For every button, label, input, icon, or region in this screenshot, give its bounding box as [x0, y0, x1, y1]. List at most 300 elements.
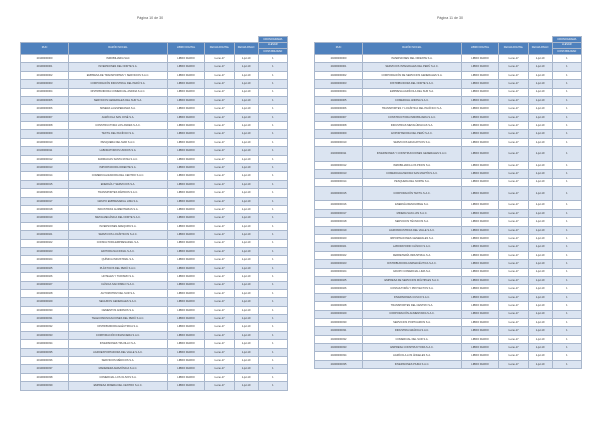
cell-ruc: 20200000014	[315, 178, 363, 186]
cell-llevar-contabilidad: 1	[552, 147, 581, 162]
cell-llevar-contabilidad: 1	[258, 130, 287, 138]
cell-ruc: 20200000005	[315, 96, 363, 104]
cell-libro: LIBRO DIARIO	[167, 71, 204, 79]
cell-llevar-contabilidad: 1	[552, 352, 581, 360]
cell-libro: LIBRO DIARIO	[461, 327, 498, 335]
table-row	[315, 186, 582, 201]
cell-razon-social: INDUSTRIAS METALÚRGICAS S.A.	[363, 122, 462, 130]
cell-fecha-digital: 1-ene-17	[499, 251, 528, 259]
table-row	[21, 264, 288, 272]
cell-fecha-digital: 1-ene-17	[499, 276, 528, 284]
cell-llevar-contabilidad: 1	[552, 105, 581, 113]
cell-libro: LIBRO DIARIO	[461, 88, 498, 96]
cell-ruc: 20200000008	[315, 122, 363, 130]
cell-ruc: 20100000030	[21, 306, 69, 314]
cell-razon-social: INDUSTRIA GRÁFICA S.A.C.	[363, 327, 462, 335]
cell-razon-social: MADERERA AMAZÓNICA S.A.C.	[69, 365, 168, 373]
cell-libro: LIBRO DIARIO	[167, 155, 204, 163]
cell-razon-social: AGRÍCOLA LOS ÁNGELES S.A.	[363, 352, 462, 360]
cell-llevar-contabilidad: 1	[552, 251, 581, 259]
table-row	[315, 54, 582, 62]
cell-fecha-digital: 1-ene-17	[499, 310, 528, 318]
cell-libro: LIBRO DIARIO	[167, 281, 204, 289]
cell-razon-social: SERVICIOS GENERALES DEL SUR S.A.	[69, 96, 168, 104]
cell-razon-social: IMPORTADORA ORIENTE S.A.	[69, 164, 168, 172]
cell-ruc: 20100000038	[21, 373, 69, 381]
cell-fecha-digital: 1-ene-17	[205, 231, 234, 239]
cell-llevar-contabilidad: 1	[552, 335, 581, 343]
table-row	[315, 310, 582, 318]
cell-llevar-contabilidad: 1	[258, 189, 287, 197]
cell-ruc: 20100000000	[21, 54, 69, 62]
cell-fecha-digital: 1-ene-17	[499, 170, 528, 178]
cell-fecha-pago: 1-jul-19	[234, 197, 258, 205]
cell-llevar-contabilidad: 1	[258, 231, 287, 239]
cell-fecha-pago: 1-jul-19	[528, 268, 552, 276]
cell-ruc: 20200000033	[315, 344, 363, 352]
cell-fecha-pago: 1-jul-19	[234, 273, 258, 281]
cell-ruc: 20200000015	[315, 186, 363, 201]
cell-fecha-digital: 1-ene-17	[205, 130, 234, 138]
cell-ruc: 20100000001	[21, 63, 69, 71]
cell-fecha-digital: 1-ene-17	[499, 105, 528, 113]
cell-ruc: 20100000029	[21, 298, 69, 306]
cell-fecha-pago: 1-jul-19	[234, 138, 258, 146]
cell-libro: LIBRO DIARIO	[167, 80, 204, 88]
cell-llevar-contabilidad: 1	[552, 170, 581, 178]
cell-fecha-digital: 1-ene-17	[205, 382, 234, 390]
cell-llevar-contabilidad: 1	[258, 206, 287, 214]
cell-llevar-contabilidad: 1	[552, 209, 581, 217]
cell-libro: LIBRO DIARIO	[461, 201, 498, 209]
table-row	[315, 293, 582, 301]
cell-fecha-digital: 1-ene-17	[499, 54, 528, 62]
cell-llevar-contabilidad: 1	[258, 323, 287, 331]
cell-fecha-pago: 1-jul-19	[234, 147, 258, 155]
cell-ruc: 20200000011	[315, 147, 363, 162]
cell-fecha-pago: 1-jul-19	[234, 239, 258, 247]
cell-razon-social: ENERGÍA RENOVABLE S.A.	[363, 201, 462, 209]
cell-ruc: 20100000024	[21, 256, 69, 264]
cell-libro: LIBRO DIARIO	[167, 231, 204, 239]
cell-libro: LIBRO DIARIO	[461, 54, 498, 62]
cell-llevar-contabilidad: 1	[258, 105, 287, 113]
cell-fecha-digital: 1-ene-17	[205, 96, 234, 104]
cell-fecha-digital: 1-ene-17	[499, 209, 528, 217]
table-row	[21, 105, 288, 113]
cell-ruc: 20100000025	[21, 264, 69, 272]
table-body-left	[21, 54, 288, 390]
cell-fecha-digital: 1-ene-17	[205, 247, 234, 255]
cell-libro: LIBRO DIARIO	[167, 340, 204, 348]
cell-fecha-pago: 1-jul-19	[234, 122, 258, 130]
cell-llevar-contabilidad: 1	[258, 138, 287, 146]
table-row	[21, 54, 288, 62]
cell-libro: LIBRO DIARIO	[167, 323, 204, 331]
cell-libro: LIBRO DIARIO	[461, 63, 498, 71]
cell-razon-social: INMOBILIARIA LOS PINOS S.A.	[363, 161, 462, 169]
cell-fecha-digital: 1-ene-17	[499, 88, 528, 96]
cell-ruc: 20200000012	[315, 161, 363, 169]
cell-libro: LIBRO DIARIO	[167, 88, 204, 96]
table-row	[315, 302, 582, 310]
cell-razon-social: CONSULTORÍA Y PROYECTOS S.A.	[363, 285, 462, 293]
table-row	[21, 340, 288, 348]
cell-ruc: 20200000028	[315, 302, 363, 310]
cell-razon-social: LABORATORIO CLÍNICO S.A.C.	[363, 243, 462, 251]
cell-libro: LIBRO DIARIO	[461, 360, 498, 368]
cell-razon-social: DISTRIBUIDORA ELÉCTRICA S.A.	[69, 323, 168, 331]
cell-fecha-digital: 1-ene-17	[205, 189, 234, 197]
cell-fecha-pago: 1-jul-19	[234, 130, 258, 138]
table-row	[315, 251, 582, 259]
cell-razon-social: AGRÍCOLA SAN JOSÉ S.A.	[69, 113, 168, 121]
cell-libro: LIBRO DIARIO	[167, 239, 204, 247]
cell-libro: LIBRO DIARIO	[167, 315, 204, 323]
cell-libro: LIBRO DIARIO	[167, 331, 204, 339]
cell-razon-social: QUÍMICA INDUSTRIAL S.A.	[69, 256, 168, 264]
table-row	[21, 348, 288, 356]
cell-fecha-digital: 1-ene-17	[499, 243, 528, 251]
table-row	[315, 209, 582, 217]
cell-razon-social: DISTRIBUIDORA FARMACÉUTICA S.A.C.	[363, 260, 462, 268]
cell-llevar-contabilidad: 1	[258, 273, 287, 281]
cell-fecha-digital: 1-ene-17	[499, 130, 528, 138]
data-table	[314, 36, 582, 369]
cell-llevar-contabilidad: 1	[258, 264, 287, 272]
cell-fecha-pago: 1-jul-19	[234, 180, 258, 188]
cell-fecha-digital: 1-ene-17	[499, 260, 528, 268]
table-row	[21, 206, 288, 214]
cell-llevar-contabilidad: 1	[552, 113, 581, 121]
cell-llevar-contabilidad: 1	[258, 239, 287, 247]
column-header-ruc: RUC	[315, 42, 363, 54]
cell-ruc: 20200000029	[315, 310, 363, 318]
cell-libro: LIBRO DIARIO	[167, 122, 204, 130]
cell-llevar-contabilidad: 1	[258, 289, 287, 297]
table-row	[315, 122, 582, 130]
cell-ruc: 20100000027	[21, 281, 69, 289]
cell-razon-social: EXPORTADORA DEL PERÚ S.A.C.	[363, 130, 462, 138]
cell-fecha-pago: 1-jul-19	[528, 344, 552, 352]
cell-ruc: 20200000016	[315, 201, 363, 209]
cell-fecha-pago: 1-jul-19	[528, 276, 552, 284]
cell-ruc: 20100000006	[21, 105, 69, 113]
cell-ruc: 20100000015	[21, 180, 69, 188]
table-row	[315, 113, 582, 121]
cell-razon-social: COMERCIALIZADORA SAN MARTÍN S.A.C.	[363, 170, 462, 178]
cell-libro: LIBRO DIARIO	[167, 147, 204, 155]
cell-libro: LIBRO DIARIO	[461, 310, 498, 318]
cell-razon-social: INMOBILIARIA SAC	[69, 54, 168, 62]
cell-fecha-digital: 1-ene-17	[499, 285, 528, 293]
cell-libro: LIBRO DIARIO	[167, 298, 204, 306]
cell-fecha-digital: 1-ene-17	[499, 63, 528, 71]
cell-ruc: 20200000013	[315, 170, 363, 178]
table-row	[21, 113, 288, 121]
cell-razon-social: INDUSTRIAS ALIMENTARIAS S.A.	[69, 206, 168, 214]
table-row	[315, 344, 582, 352]
cell-fecha-digital: 1-ene-17	[205, 180, 234, 188]
cell-libro: LIBRO DIARIO	[461, 318, 498, 326]
cell-llevar-contabilidad: 1	[552, 130, 581, 138]
table-row	[315, 170, 582, 178]
cell-libro: LIBRO DIARIO	[167, 373, 204, 381]
cell-razon-social: INVERSIONES PIURA S.A.C.	[363, 360, 462, 368]
table-row	[21, 63, 288, 71]
cell-fecha-pago: 1-jul-19	[528, 80, 552, 88]
table-row	[315, 335, 582, 343]
cell-llevar-contabilidad: 1	[552, 327, 581, 335]
cell-fecha-digital: 1-ene-17	[205, 273, 234, 281]
cell-fecha-digital: 1-ene-17	[499, 161, 528, 169]
cell-llevar-contabilidad: 1	[552, 310, 581, 318]
cell-fecha-pago: 1-jul-19	[528, 302, 552, 310]
cell-fecha-digital: 1-ene-17	[205, 147, 234, 155]
cell-ruc: 20100000034	[21, 340, 69, 348]
cell-fecha-digital: 1-ene-17	[205, 340, 234, 348]
cell-fecha-digital: 1-ene-17	[205, 315, 234, 323]
cell-fecha-pago: 1-jul-19	[528, 352, 552, 360]
cell-razon-social: AGROINDUSTRIAS DEL VALLE S.A.C.	[363, 226, 462, 234]
cell-ruc: 20200000004	[315, 88, 363, 96]
table-row	[21, 239, 288, 247]
cell-libro: LIBRO DIARIO	[461, 260, 498, 268]
cell-ruc: 20200000009	[315, 130, 363, 138]
cell-razon-social: INVERSIONES DEL NORTE S.A.	[69, 63, 168, 71]
cell-llevar-contabilidad: 1	[552, 161, 581, 169]
cell-ruc: 20100000016	[21, 189, 69, 197]
cell-fecha-pago: 1-jul-19	[234, 247, 258, 255]
cell-llevar-contabilidad: 1	[552, 218, 581, 226]
cell-ruc: 20200000024	[315, 268, 363, 276]
table-row	[21, 247, 288, 255]
table-row	[315, 201, 582, 209]
cell-fecha-pago: 1-jul-19	[234, 63, 258, 71]
cell-fecha-digital: 1-ene-17	[499, 302, 528, 310]
table-row	[315, 268, 582, 276]
table-row	[315, 161, 582, 169]
cell-razon-social: MINERA LA ESPERANZA S.A.	[69, 105, 168, 113]
cell-razon-social: GRUPO COMERCIAL LIMA S.A.	[363, 268, 462, 276]
cell-libro: LIBRO DIARIO	[461, 147, 498, 162]
cell-libro: LIBRO DIARIO	[167, 164, 204, 172]
table-row	[315, 218, 582, 226]
table-row	[315, 105, 582, 113]
cell-razon-social: CEMENTOS ANDINOS S.A.	[69, 306, 168, 314]
cell-fecha-digital: 1-ene-17	[205, 214, 234, 222]
cell-fecha-pago: 1-jul-19	[234, 172, 258, 180]
cell-llevar-contabilidad: 1	[552, 122, 581, 130]
cell-llevar-contabilidad: 1	[258, 54, 287, 62]
cell-fecha-pago: 1-jul-19	[528, 105, 552, 113]
cell-llevar-contabilidad: 1	[258, 222, 287, 230]
cell-fecha-pago: 1-jul-19	[528, 88, 552, 96]
table-row	[315, 147, 582, 162]
cell-llevar-contabilidad: 1	[258, 373, 287, 381]
cell-ruc: 20100000010	[21, 138, 69, 146]
table-row	[315, 260, 582, 268]
cell-fecha-digital: 1-ene-17	[205, 365, 234, 373]
page-number: Página 10 de 30	[136, 16, 164, 20]
cell-ruc: 20200000025	[315, 276, 363, 284]
cell-fecha-digital: 1-ene-17	[499, 268, 528, 276]
cell-fecha-digital: 1-ene-17	[205, 281, 234, 289]
cell-fecha-pago: 1-jul-19	[528, 260, 552, 268]
cell-razon-social: CONSULTORA EMPRESARIAL S.A.	[69, 239, 168, 247]
cell-razon-social: CORPORACIÓN ALIMENTARIA S.A.C.	[363, 310, 462, 318]
cell-fecha-digital: 1-ene-17	[205, 105, 234, 113]
cell-razon-social: CORPORACIÓN TEXTIL S.A.C.	[363, 186, 462, 201]
cell-fecha-pago: 1-jul-19	[234, 164, 258, 172]
cell-libro: LIBRO DIARIO	[461, 130, 498, 138]
cell-ruc: 20200000035	[315, 360, 363, 368]
cell-libro: LIBRO DIARIO	[167, 172, 204, 180]
cell-llevar-contabilidad: 1	[552, 302, 581, 310]
cell-ruc: 20100000037	[21, 365, 69, 373]
table-row	[21, 231, 288, 239]
cell-llevar-contabilidad: 1	[552, 96, 581, 104]
table-row	[315, 235, 582, 243]
cell-ruc: 20100000011	[21, 147, 69, 155]
cell-fecha-pago: 1-jul-19	[234, 80, 258, 88]
cell-libro: LIBRO DIARIO	[167, 138, 204, 146]
cell-ruc: 20200000017	[315, 209, 363, 217]
cell-fecha-pago: 1-jul-19	[528, 251, 552, 259]
cell-fecha-digital: 1-ene-17	[499, 138, 528, 146]
cell-fecha-digital: 1-ene-17	[499, 293, 528, 301]
cell-razon-social: CORPORACIÓN DE SERVICIOS GENERALES S.A.	[363, 71, 462, 79]
cell-llevar-contabilidad: 1	[552, 344, 581, 352]
cell-fecha-pago: 1-jul-19	[528, 209, 552, 217]
cell-fecha-pago: 1-jul-19	[528, 243, 552, 251]
cell-libro: LIBRO DIARIO	[167, 214, 204, 222]
table-row	[21, 155, 288, 163]
cell-razon-social: DISTRIBUIDORA COMERCIAL ANDINA S.A.C.	[69, 88, 168, 96]
cell-fecha-pago: 1-jul-19	[528, 63, 552, 71]
cell-llevar-contabilidad: 1	[258, 63, 287, 71]
cell-fecha-digital: 1-ene-17	[205, 357, 234, 365]
cell-fecha-pago: 1-jul-19	[528, 161, 552, 169]
cell-razon-social: INVERSIONES Y CONSTRUCCIONES GENERALES S.A.C.	[363, 147, 462, 162]
cell-fecha-digital: 1-ene-17	[205, 88, 234, 96]
cell-razon-social: EDITORA NACIONAL S.A.C.	[69, 247, 168, 255]
cell-fecha-pago: 1-jul-19	[234, 155, 258, 163]
cell-llevar-contabilidad: 1	[552, 138, 581, 146]
cell-llevar-contabilidad: 1	[258, 214, 287, 222]
cell-razon-social: PESQUERA DEL MAR S.A.C.	[69, 138, 168, 146]
cell-llevar-contabilidad: 1	[552, 88, 581, 96]
cell-fecha-pago: 1-jul-19	[528, 178, 552, 186]
cell-razon-social: COMERCIALIZADORA DEL CENTRO S.A.C.	[69, 172, 168, 180]
cell-razon-social: SERVICIOS INTEGRALES DEL PERÚ S.A.C.	[363, 63, 462, 71]
cell-fecha-pago: 1-jul-19	[528, 335, 552, 343]
cell-libro: LIBRO DIARIO	[461, 352, 498, 360]
table-row	[21, 289, 288, 297]
cell-llevar-contabilidad: 1	[258, 122, 287, 130]
cell-razon-social: TRANSPORTES RÁPIDOS S.A.C.	[69, 189, 168, 197]
table-row	[21, 315, 288, 323]
cell-llevar-contabilidad: 1	[258, 281, 287, 289]
cell-fecha-pago: 1-jul-19	[528, 147, 552, 162]
cell-llevar-contabilidad: 1	[552, 71, 581, 79]
cell-fecha-pago: 1-jul-19	[234, 71, 258, 79]
cell-ruc: 20200000031	[315, 327, 363, 335]
table-row	[315, 360, 582, 368]
cell-fecha-pago: 1-jul-19	[528, 186, 552, 201]
column-header-fecha-digital: FECHA DIGITAL	[205, 42, 234, 54]
cell-ruc: 20100000039	[21, 382, 69, 390]
cell-razon-social: TRANSPORTES DEL CENTRO S.A.	[363, 302, 462, 310]
cell-llevar-contabilidad: 1	[258, 71, 287, 79]
cell-fecha-digital: 1-ene-17	[205, 113, 234, 121]
table-row	[21, 96, 288, 104]
cell-razon-social: FERRETERÍA INDUSTRIAL S.A.	[363, 251, 462, 259]
cell-fecha-digital: 1-ene-17	[205, 80, 234, 88]
cell-razon-social: SEGUROS GENERALES S.A.C.	[69, 298, 168, 306]
cell-razon-social: COMERCIAL LOS OLIVOS S.A.	[69, 373, 168, 381]
table-row	[21, 306, 288, 314]
cell-llevar-contabilidad: 1	[552, 268, 581, 276]
cell-fecha-digital: 1-ene-17	[499, 122, 528, 130]
cell-libro: LIBRO DIARIO	[167, 365, 204, 373]
cell-fecha-pago: 1-jul-19	[234, 331, 258, 339]
column-header-contabilidad: CONTABILIDAD	[258, 48, 287, 54]
cell-fecha-digital: 1-ene-17	[499, 352, 528, 360]
cell-fecha-pago: 1-jul-19	[528, 285, 552, 293]
cell-razon-social: INVERSIONES CUSCO S.A.C.	[363, 293, 462, 301]
cell-fecha-pago: 1-jul-19	[234, 214, 258, 222]
cell-ruc: 20100000020	[21, 222, 69, 230]
cell-libro: LIBRO DIARIO	[167, 348, 204, 356]
column-header-fecha-pago: FECHA PAGO	[234, 42, 258, 54]
cell-libro: LIBRO DIARIO	[461, 344, 498, 352]
cell-razon-social: SERVICIOS LOGÍSTICOS S.A.C.	[69, 231, 168, 239]
cell-razon-social: PLÁSTICOS DEL PERÚ S.A.C.	[69, 264, 168, 272]
cell-llevar-contabilidad: 1	[258, 306, 287, 314]
cell-fecha-pago: 1-jul-19	[528, 96, 552, 104]
cell-razon-social: COMERCIAL ANDINA S.A.C.	[363, 96, 462, 104]
table-row	[315, 285, 582, 293]
cell-razon-social: LABORATORIOS UNIDOS S.A.	[69, 147, 168, 155]
cell-ruc: 20200000018	[315, 218, 363, 226]
table-row	[315, 96, 582, 104]
cell-razon-social: INVERSIONES AREQUIPA S.A.	[69, 222, 168, 230]
cell-llevar-contabilidad: 1	[258, 348, 287, 356]
cell-ruc: 20100000022	[21, 239, 69, 247]
cell-libro: LIBRO DIARIO	[167, 130, 204, 138]
cell-ruc: 20200000026	[315, 285, 363, 293]
cell-fecha-pago: 1-jul-19	[234, 357, 258, 365]
table-row	[21, 357, 288, 365]
cell-ruc: 20100000013	[21, 164, 69, 172]
cell-fecha-pago: 1-jul-19	[528, 226, 552, 234]
cell-fecha-digital: 1-ene-17	[205, 239, 234, 247]
cell-fecha-digital: 1-ene-17	[499, 360, 528, 368]
table-row	[21, 197, 288, 205]
cell-razon-social: CONSTRUCTORA INMOBILIARIA S.A.C.	[363, 113, 462, 121]
cell-ruc: 20100000012	[21, 155, 69, 163]
cell-razon-social: INVERSIONES DEL ORIENTE S.A.	[363, 54, 462, 62]
column-header-fecha-pago: FECHA PAGO	[528, 42, 552, 54]
cell-fecha-digital: 1-ene-17	[205, 54, 234, 62]
column-header-libro: LIBRO DIGITAL	[461, 42, 498, 54]
cell-llevar-contabilidad: 1	[258, 340, 287, 348]
cell-fecha-pago: 1-jul-19	[234, 88, 258, 96]
page-number: Página 11 de 30	[437, 16, 463, 20]
table-row	[21, 164, 288, 172]
cell-razon-social: TELECOMUNICACIONES DEL PERÚ S.A.C.	[69, 315, 168, 323]
